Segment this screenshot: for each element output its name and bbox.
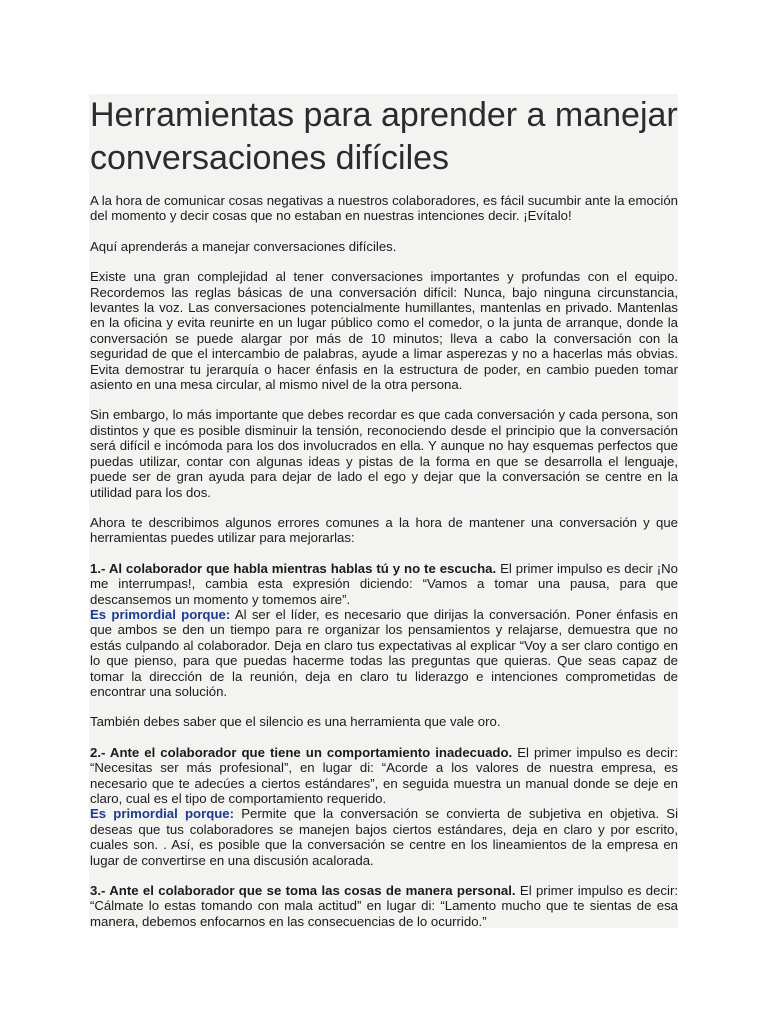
section-3-text: El primer impulso es decir: “Cálmate lo estas tomando con mala actitud” en lugar di: “Lamento mucho que te sientas de esa manera, debemos enfocarnos en las consecuencias de lo ocurrido.” — [90, 883, 679, 929]
paragraph-important: Sin embargo, lo más importante que debes recordar es que cada conversación y cada persona, son distintos y que es posible disminuir la tensión, reconociendo desde el principio que la conversación será difícil e incómoda para los dos involucrados en ella. Y aunque no hay esquemas perfectos que puedas utilizar, contar con algunas ideas y pistas de la forma en que se desarrolla el lenguaje, puede ser de gran ayuda para dejar de lado el ego y dejar que la conversación se centre en la utilidad para los dos. — [90, 407, 678, 500]
section-2-reason-text: Permite que la conversación se convierta de subjetiva en objetiva. Si deseas que tus colaboradores se manejen bajos ciertos estándares, deja en claro y por escrito, cuales son. . Así, es posible que la conversación se centre en los lineamientos de la empresa en lugar de convertirse en una discusión acalorada. — [90, 806, 679, 868]
section-2-heading: 2.- Ante el colaborador que tiene un comportamiento inadecuado. — [90, 744, 513, 760]
section-1-heading: 1.- Al colaborador que habla mientras hablas tú y no te escucha. — [90, 560, 497, 576]
section-3-heading: 3.- Ante el colaborador que se toma las cosas de manera personal. — [90, 883, 516, 899]
section-2-reason — [90, 806, 678, 868]
document-title: Herramientas para aprender a manejar conversaciones difíciles — [90, 96, 678, 177]
paragraph-complexity: Existe una gran complejidad al tener conversaciones importantes y profundas con el equipo. Recordemos las reglas básicas de una conversación difícil: Nunca, bajo ninguna circunstancia, levantes la voz. Las conversaciones potencialmente humillantes, mantenlas en privado. Mantenlas en la oficina y evita reunirte en un lugar público como el comedor, o la junta de arranque, donde la conversación se puede alargar por más de 10 minutos; lleva a cabo la conversación con la seguridad de que el intercambio de palabras, ayude a limar asperezas y no a hacerlas más obvias. Evita demostrar tu jerarquía o hacer énfasis en la estructura de poder, en cambio pueden tomar asiento en una mesa circular, al mismo nivel de la otra persona. — [90, 269, 678, 393]
document-content — [90, 94, 678, 929]
section-3 — [90, 883, 678, 929]
section-2-text: El primer impulso es decir: “Necesitas ser más profesional”, en lugar di: “Acorde a los valores de nuestra empresa, es necesario que te adecúes a ciertos estándares”, en seguida muestra un manual donde se deje en claro, cual es el tipo de comportamiento requerido. — [90, 744, 679, 806]
section-1-text: El primer impulso es decir ¡No me interrumpas!, cambia esta expresión diciendo: “Vamos a tomar una pausa, para que descansemos un momento y tomemos aire”. — [90, 560, 678, 607]
section-1-reason-text: Al ser el líder, es necesario que dirijas la conversación. Poner énfasis en que ambos se den un tiempo para re organizar los pensamientos y relajarse, demuestra que no estás culpando al colaborador. Deja en claro tus expectativas al explicar “Voy a ser claro contigo en lo que pienso, para que puedas hacerme todas las preguntas que quieras. Que seas capaz de tomar la dirección de la reunión, deja en claro tu liderazgo e intenciones comprometidas de encontrar una solución. — [90, 606, 678, 699]
section-2-reason-label: Es primordial porque: — [90, 806, 235, 822]
section-1-reason — [90, 607, 678, 699]
section-2 — [90, 745, 678, 807]
paragraph-intro: A la hora de comunicar cosas negativas a nuestros colaboradores, es fácil sucumbir ante la emoción del momento y decir cosas que no estaban en nuestras intenciones decir. ¡Evítalo! — [90, 193, 678, 224]
paragraph-errors-intro: Ahora te describimos algunos errores comunes a la hora de mantener una conversación y que herramientas puedes utilizar para mejorarlas: — [90, 514, 678, 546]
paragraph-learn: Aquí aprenderás a manejar conversaciones difíciles. — [90, 238, 397, 254]
section-1 — [90, 561, 678, 607]
section-1-reason-label: Es primordial porque: — [90, 606, 231, 622]
paragraph-silence: También debes saber que el silencio es una herramienta que vale oro. — [90, 714, 501, 730]
